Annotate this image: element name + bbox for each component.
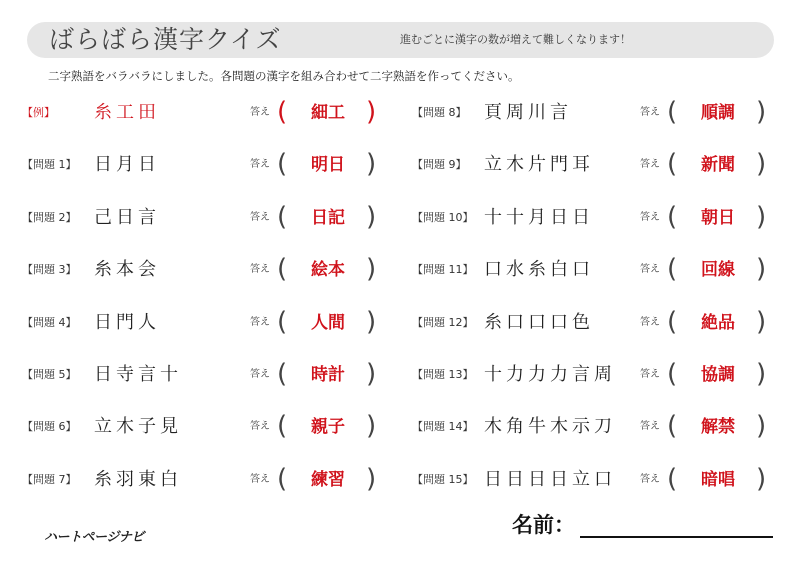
close-paren: ): [366, 149, 377, 180]
close-paren: ): [756, 411, 767, 442]
open-paren: (: [667, 254, 678, 285]
close-paren: ): [366, 463, 377, 494]
open-paren: (: [277, 149, 288, 180]
open-paren: (: [277, 306, 288, 337]
answer-label: 答え: [250, 264, 270, 276]
open-paren: (: [277, 201, 288, 232]
question-answer: 親子: [311, 417, 345, 438]
question-row: [22, 351, 412, 403]
question-label: 【問題 7】: [22, 472, 77, 486]
question-answer: 回線: [701, 260, 735, 281]
answer-label: 答え: [250, 107, 270, 118]
example-row: [22, 89, 412, 141]
close-paren: ): [756, 201, 767, 232]
answer-label: 答え: [250, 211, 270, 223]
question-kanji: 口水糸白口: [484, 259, 594, 281]
answer-label: 答え: [640, 159, 660, 171]
answer-label: 答え: [640, 316, 660, 328]
page-subtitle: 進むごとに漢字の数が増えて難しくなります！: [400, 33, 631, 46]
question-answer: 時計: [311, 364, 345, 385]
question-label: 【問題 6】: [22, 420, 77, 434]
open-paren: (: [667, 463, 678, 494]
example-answer: 細工: [311, 103, 345, 123]
question-kanji: 日月日: [94, 154, 160, 176]
question-label: 【問題 12】: [412, 315, 474, 329]
question-label: 【問題 8】: [412, 106, 467, 119]
open-paren: (: [667, 149, 678, 180]
answer-label: 答え: [250, 473, 270, 485]
question-kanji: 頁周川言: [484, 102, 572, 123]
question-label: 【問題 2】: [22, 210, 77, 224]
answer-label: 答え: [640, 421, 660, 433]
question-kanji: 日寺言十: [94, 363, 182, 385]
close-paren: ): [756, 97, 767, 127]
open-paren: (: [667, 411, 678, 442]
close-paren: ): [756, 306, 767, 337]
question-answer: 新聞: [701, 155, 735, 176]
question-kanji: 十力力力言周: [484, 363, 616, 385]
question-kanji: 木角牛木示刀: [484, 416, 616, 438]
example-label: 【例】: [22, 106, 55, 119]
open-paren: (: [277, 463, 288, 494]
question-row: [412, 403, 800, 455]
close-paren: ): [366, 97, 377, 127]
question-kanji: 日門人: [94, 311, 160, 333]
question-answer: 絵本: [311, 260, 345, 281]
left-column: [22, 89, 412, 508]
question-row: [412, 299, 800, 351]
question-row: [22, 456, 412, 508]
answer-label: 答え: [250, 316, 270, 328]
question-kanji: 糸口口口色: [484, 311, 594, 333]
answer-label: 答え: [250, 368, 270, 380]
answer-label: 答え: [640, 264, 660, 276]
answer-label: 答え: [250, 421, 270, 433]
title-banner: [27, 22, 774, 58]
brand-logo: ハートページナビ: [44, 530, 144, 545]
open-paren: (: [667, 358, 678, 389]
question-row: [22, 141, 412, 193]
question-answer: 人間: [311, 312, 345, 333]
question-answer: 順調: [701, 103, 735, 123]
close-paren: ): [756, 254, 767, 285]
question-label: 【問題 15】: [412, 472, 474, 486]
question-row: [22, 403, 412, 455]
right-column: [412, 89, 800, 508]
name-label: 名前：: [512, 513, 575, 537]
name-field-line: [580, 536, 773, 538]
open-paren: (: [277, 358, 288, 389]
open-paren: (: [667, 201, 678, 232]
open-paren: (: [277, 411, 288, 442]
question-kanji: 己日言: [94, 206, 160, 228]
question-kanji: 日日日日立口: [484, 468, 616, 490]
question-kanji: 糸羽東白: [94, 468, 182, 490]
question-label: 【問題 5】: [22, 367, 77, 381]
page-title: ばらばら漢字クイズ: [49, 25, 282, 54]
close-paren: ): [756, 149, 767, 180]
open-paren: (: [277, 97, 288, 127]
close-paren: ): [366, 254, 377, 285]
question-answer: 絶品: [701, 312, 735, 333]
question-row: [22, 299, 412, 351]
question-row: [412, 351, 800, 403]
example-kanji: 糸工田: [94, 102, 160, 123]
question-answer: 練習: [311, 469, 345, 490]
question-row: [22, 246, 412, 298]
question-label: 【問題 10】: [412, 210, 474, 224]
question-answer: 協調: [701, 364, 735, 385]
close-paren: ): [756, 463, 767, 494]
question-row: [412, 246, 800, 298]
question-label: 【問題 14】: [412, 420, 474, 434]
answer-label: 答え: [640, 473, 660, 485]
question-row: [412, 141, 800, 193]
question-answer: 解禁: [701, 417, 735, 438]
question-kanji: 立木片門耳: [484, 154, 594, 176]
question-label: 【問題 9】: [412, 158, 467, 172]
close-paren: ): [756, 358, 767, 389]
question-answer: 暗唱: [701, 469, 735, 490]
answer-label: 答え: [640, 211, 660, 223]
question-row: [412, 89, 800, 141]
question-label: 【問題 1】: [22, 158, 77, 172]
question-answer: 朝日: [701, 207, 735, 228]
close-paren: ): [366, 306, 377, 337]
open-paren: (: [667, 306, 678, 337]
question-kanji: 立木子見: [94, 416, 182, 438]
close-paren: ): [366, 358, 377, 389]
open-paren: (: [277, 254, 288, 285]
open-paren: (: [667, 97, 678, 127]
question-row: [412, 194, 800, 246]
question-label: 【問題 3】: [22, 263, 77, 277]
question-label: 【問題 11】: [412, 263, 474, 277]
question-row: [412, 456, 800, 508]
question-kanji: 十十月日日: [484, 206, 594, 228]
question-answer: 明日: [311, 155, 345, 176]
question-answer: 日記: [311, 207, 345, 228]
close-paren: ): [366, 411, 377, 442]
question-row: [22, 194, 412, 246]
question-kanji: 糸本会: [94, 259, 160, 281]
answer-label: 答え: [250, 159, 270, 171]
question-label: 【問題 4】: [22, 315, 77, 329]
close-paren: ): [366, 201, 377, 232]
instructions: 二字熟語をバラバラにしました。各問題の漢字を組み合わせて二字熟語を作ってください。: [48, 69, 520, 83]
answer-label: 答え: [640, 107, 660, 118]
answer-label: 答え: [640, 368, 660, 380]
question-label: 【問題 13】: [412, 367, 474, 381]
